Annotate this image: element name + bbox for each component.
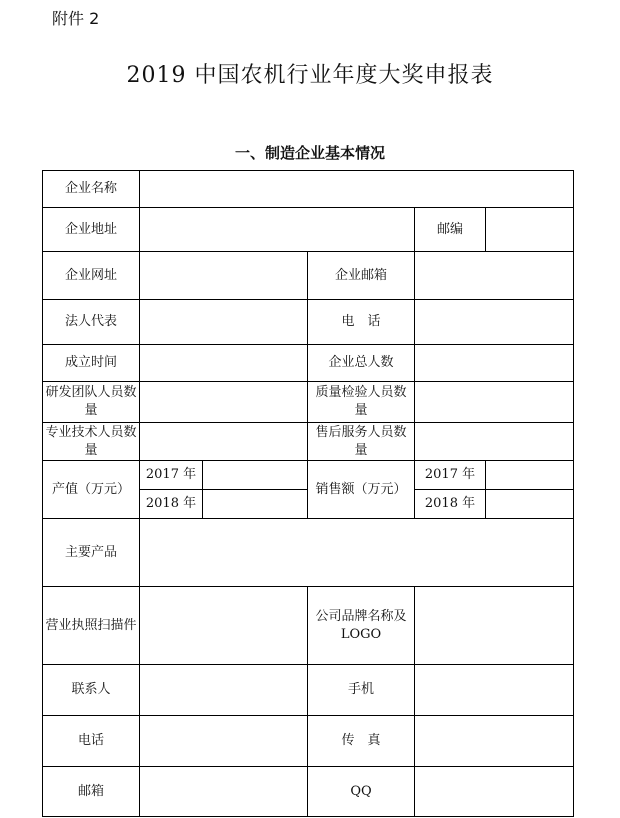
company-email-field[interactable] (415, 252, 574, 300)
qc-staff-field[interactable] (415, 382, 574, 423)
total-staff-label: 企业总人数 (308, 345, 415, 382)
business-license-field[interactable] (140, 587, 308, 665)
output-value-label: 产值（万元） (43, 461, 140, 519)
founded-field[interactable] (140, 345, 308, 382)
output-year-2018-label: 2018 年 (140, 490, 203, 519)
sales-year-2018-label: 2018 年 (415, 490, 486, 519)
page-title: 2019 中国农机行业年度大奖申报表 (126, 63, 494, 88)
output-2018-field[interactable] (203, 490, 308, 519)
output-2017-field[interactable] (203, 461, 308, 490)
total-staff-field[interactable] (415, 345, 574, 382)
rd-team-field[interactable] (140, 382, 308, 423)
tech-staff-label: 专业技术人员数量 (43, 423, 140, 461)
application-form-table (42, 170, 574, 817)
telephone-field[interactable] (140, 716, 308, 767)
after-sales-field[interactable] (415, 423, 574, 461)
section-title: 一、制造企业基本情况 (234, 144, 385, 162)
email-label: 邮箱 (43, 767, 140, 817)
after-sales-label: 售后服务人员数量 (308, 423, 415, 461)
sales-2017-field[interactable] (486, 461, 574, 490)
fax-label: 传 真 (308, 716, 415, 767)
postcode-field[interactable] (486, 208, 574, 252)
qq-label: QQ (308, 767, 415, 817)
main-products-field[interactable] (140, 519, 574, 587)
mobile-field[interactable] (415, 665, 574, 716)
contact-field[interactable] (140, 665, 308, 716)
rd-team-label: 研发团队人员数量 (43, 382, 140, 423)
contact-label: 联系人 (43, 665, 140, 716)
company-address-field[interactable] (140, 208, 415, 252)
fax-field[interactable] (415, 716, 574, 767)
brand-logo-label: 公司品牌名称及 LOGO (308, 587, 415, 665)
telephone-label: 电话 (43, 716, 140, 767)
company-address-label: 企业地址 (43, 208, 140, 252)
attachment-label: 附件 2 (52, 9, 100, 28)
company-name-label: 企业名称 (43, 171, 140, 208)
postcode-label: 邮编 (415, 208, 486, 252)
company-email-label: 企业邮箱 (308, 252, 415, 300)
output-year-2017-label: 2017 年 (140, 461, 203, 490)
qq-field[interactable] (415, 767, 574, 817)
sales-2018-field[interactable] (486, 490, 574, 519)
qc-staff-label: 质量检验人员数量 (308, 382, 415, 423)
phone-field[interactable] (415, 300, 574, 345)
mobile-label: 手机 (308, 665, 415, 716)
sales-label: 销售额（万元） (308, 461, 415, 519)
legal-rep-label: 法人代表 (43, 300, 140, 345)
email-field[interactable] (140, 767, 308, 817)
sales-year-2017-label: 2017 年 (415, 461, 486, 490)
phone-label: 电 话 (308, 300, 415, 345)
legal-rep-field[interactable] (140, 300, 308, 345)
business-license-label: 营业执照扫描件 (43, 587, 140, 665)
main-products-label: 主要产品 (43, 519, 140, 587)
tech-staff-field[interactable] (140, 423, 308, 461)
website-field[interactable] (140, 252, 308, 300)
founded-label: 成立时间 (43, 345, 140, 382)
website-label: 企业网址 (43, 252, 140, 300)
company-name-field[interactable] (140, 171, 574, 208)
brand-logo-field[interactable] (415, 587, 574, 665)
